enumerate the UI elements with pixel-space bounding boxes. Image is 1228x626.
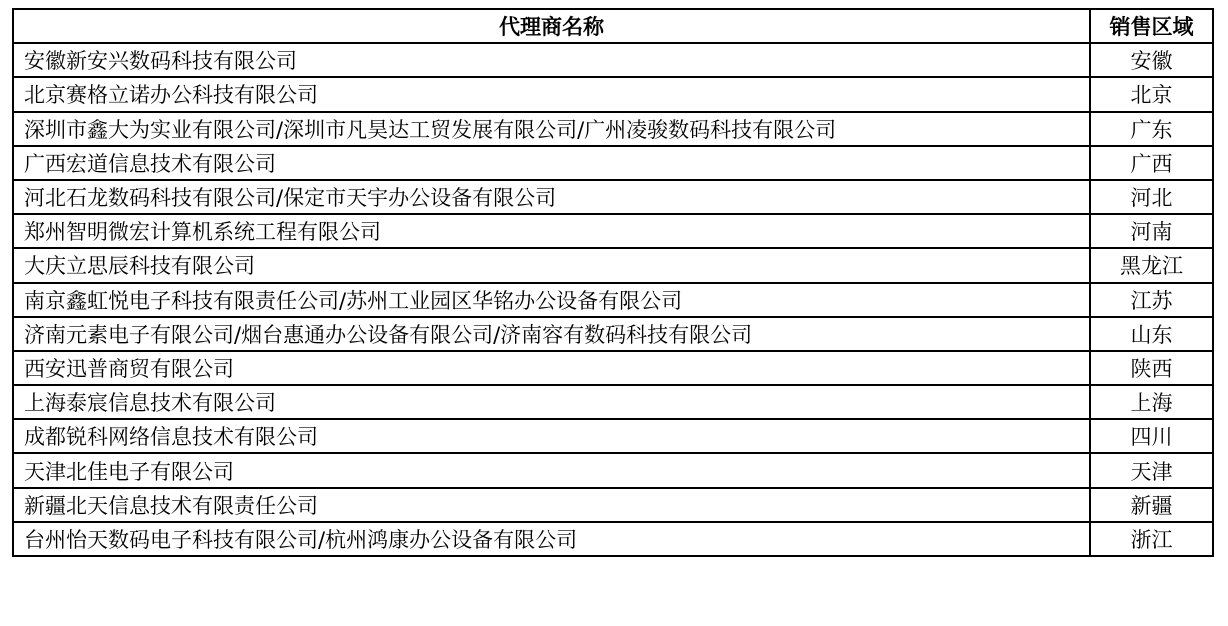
table-row (13, 77, 1213, 111)
region-cell: 广东 (1090, 112, 1213, 146)
table-row (13, 488, 1213, 522)
header-row (13, 9, 1213, 43)
table-row (13, 112, 1213, 146)
table-row (13, 351, 1213, 385)
table-row (13, 522, 1213, 556)
dealer-name-cell: 广西宏道信息技术有限公司 (13, 146, 1090, 180)
header-dealer-name: 代理商名称 (13, 9, 1090, 43)
table-row (13, 317, 1213, 351)
region-cell: 安徽 (1090, 43, 1213, 77)
header-sales-region: 销售区域 (1090, 9, 1213, 43)
dealer-name-cell: 安徽新安兴数码科技有限公司 (13, 43, 1090, 77)
dealer-name-cell: 台州怡天数码电子科技有限公司/杭州鸿康办公设备有限公司 (13, 522, 1090, 556)
region-cell: 广西 (1090, 146, 1213, 180)
dealer-name-cell: 大庆立思辰科技有限公司 (13, 248, 1090, 282)
region-cell: 北京 (1090, 77, 1213, 111)
dealer-name-cell: 天津北佳电子有限公司 (13, 453, 1090, 487)
table-body (13, 43, 1213, 556)
dealer-name-cell: 北京赛格立诺办公科技有限公司 (13, 77, 1090, 111)
table-header (13, 9, 1213, 43)
region-cell: 河北 (1090, 180, 1213, 214)
table-row (13, 43, 1213, 77)
table-row (13, 146, 1213, 180)
dealer-name-cell: 济南元素电子有限公司/烟台惠通办公设备有限公司/济南容有数码科技有限公司 (13, 317, 1090, 351)
dealer-table (12, 8, 1214, 557)
region-cell: 浙江 (1090, 522, 1213, 556)
region-cell: 江苏 (1090, 283, 1213, 317)
table-row (13, 453, 1213, 487)
region-cell: 山东 (1090, 317, 1213, 351)
region-cell: 河南 (1090, 214, 1213, 248)
dealer-name-cell: 上海泰宸信息技术有限公司 (13, 385, 1090, 419)
table-row (13, 283, 1213, 317)
dealer-name-cell: 南京鑫虹悦电子科技有限责任公司/苏州工业园区华铭办公设备有限公司 (13, 283, 1090, 317)
dealer-name-cell: 河北石龙数码科技有限公司/保定市天宇办公设备有限公司 (13, 180, 1090, 214)
table-row (13, 180, 1213, 214)
region-cell: 四川 (1090, 419, 1213, 453)
dealer-name-cell: 新疆北天信息技术有限责任公司 (13, 488, 1090, 522)
region-cell: 天津 (1090, 453, 1213, 487)
dealer-name-cell: 成都锐科网络信息技术有限公司 (13, 419, 1090, 453)
dealer-name-cell: 郑州智明微宏计算机系统工程有限公司 (13, 214, 1090, 248)
region-cell: 黑龙江 (1090, 248, 1213, 282)
region-cell: 新疆 (1090, 488, 1213, 522)
dealer-name-cell: 西安迅普商贸有限公司 (13, 351, 1090, 385)
dealer-name-cell: 深圳市鑫大为实业有限公司/深圳市凡昊达工贸发展有限公司/广州凌骏数码科技有限公司 (13, 112, 1090, 146)
table-row (13, 385, 1213, 419)
table-row (13, 248, 1213, 282)
region-cell: 上海 (1090, 385, 1213, 419)
table-row (13, 214, 1213, 248)
region-cell: 陕西 (1090, 351, 1213, 385)
table-row (13, 419, 1213, 453)
